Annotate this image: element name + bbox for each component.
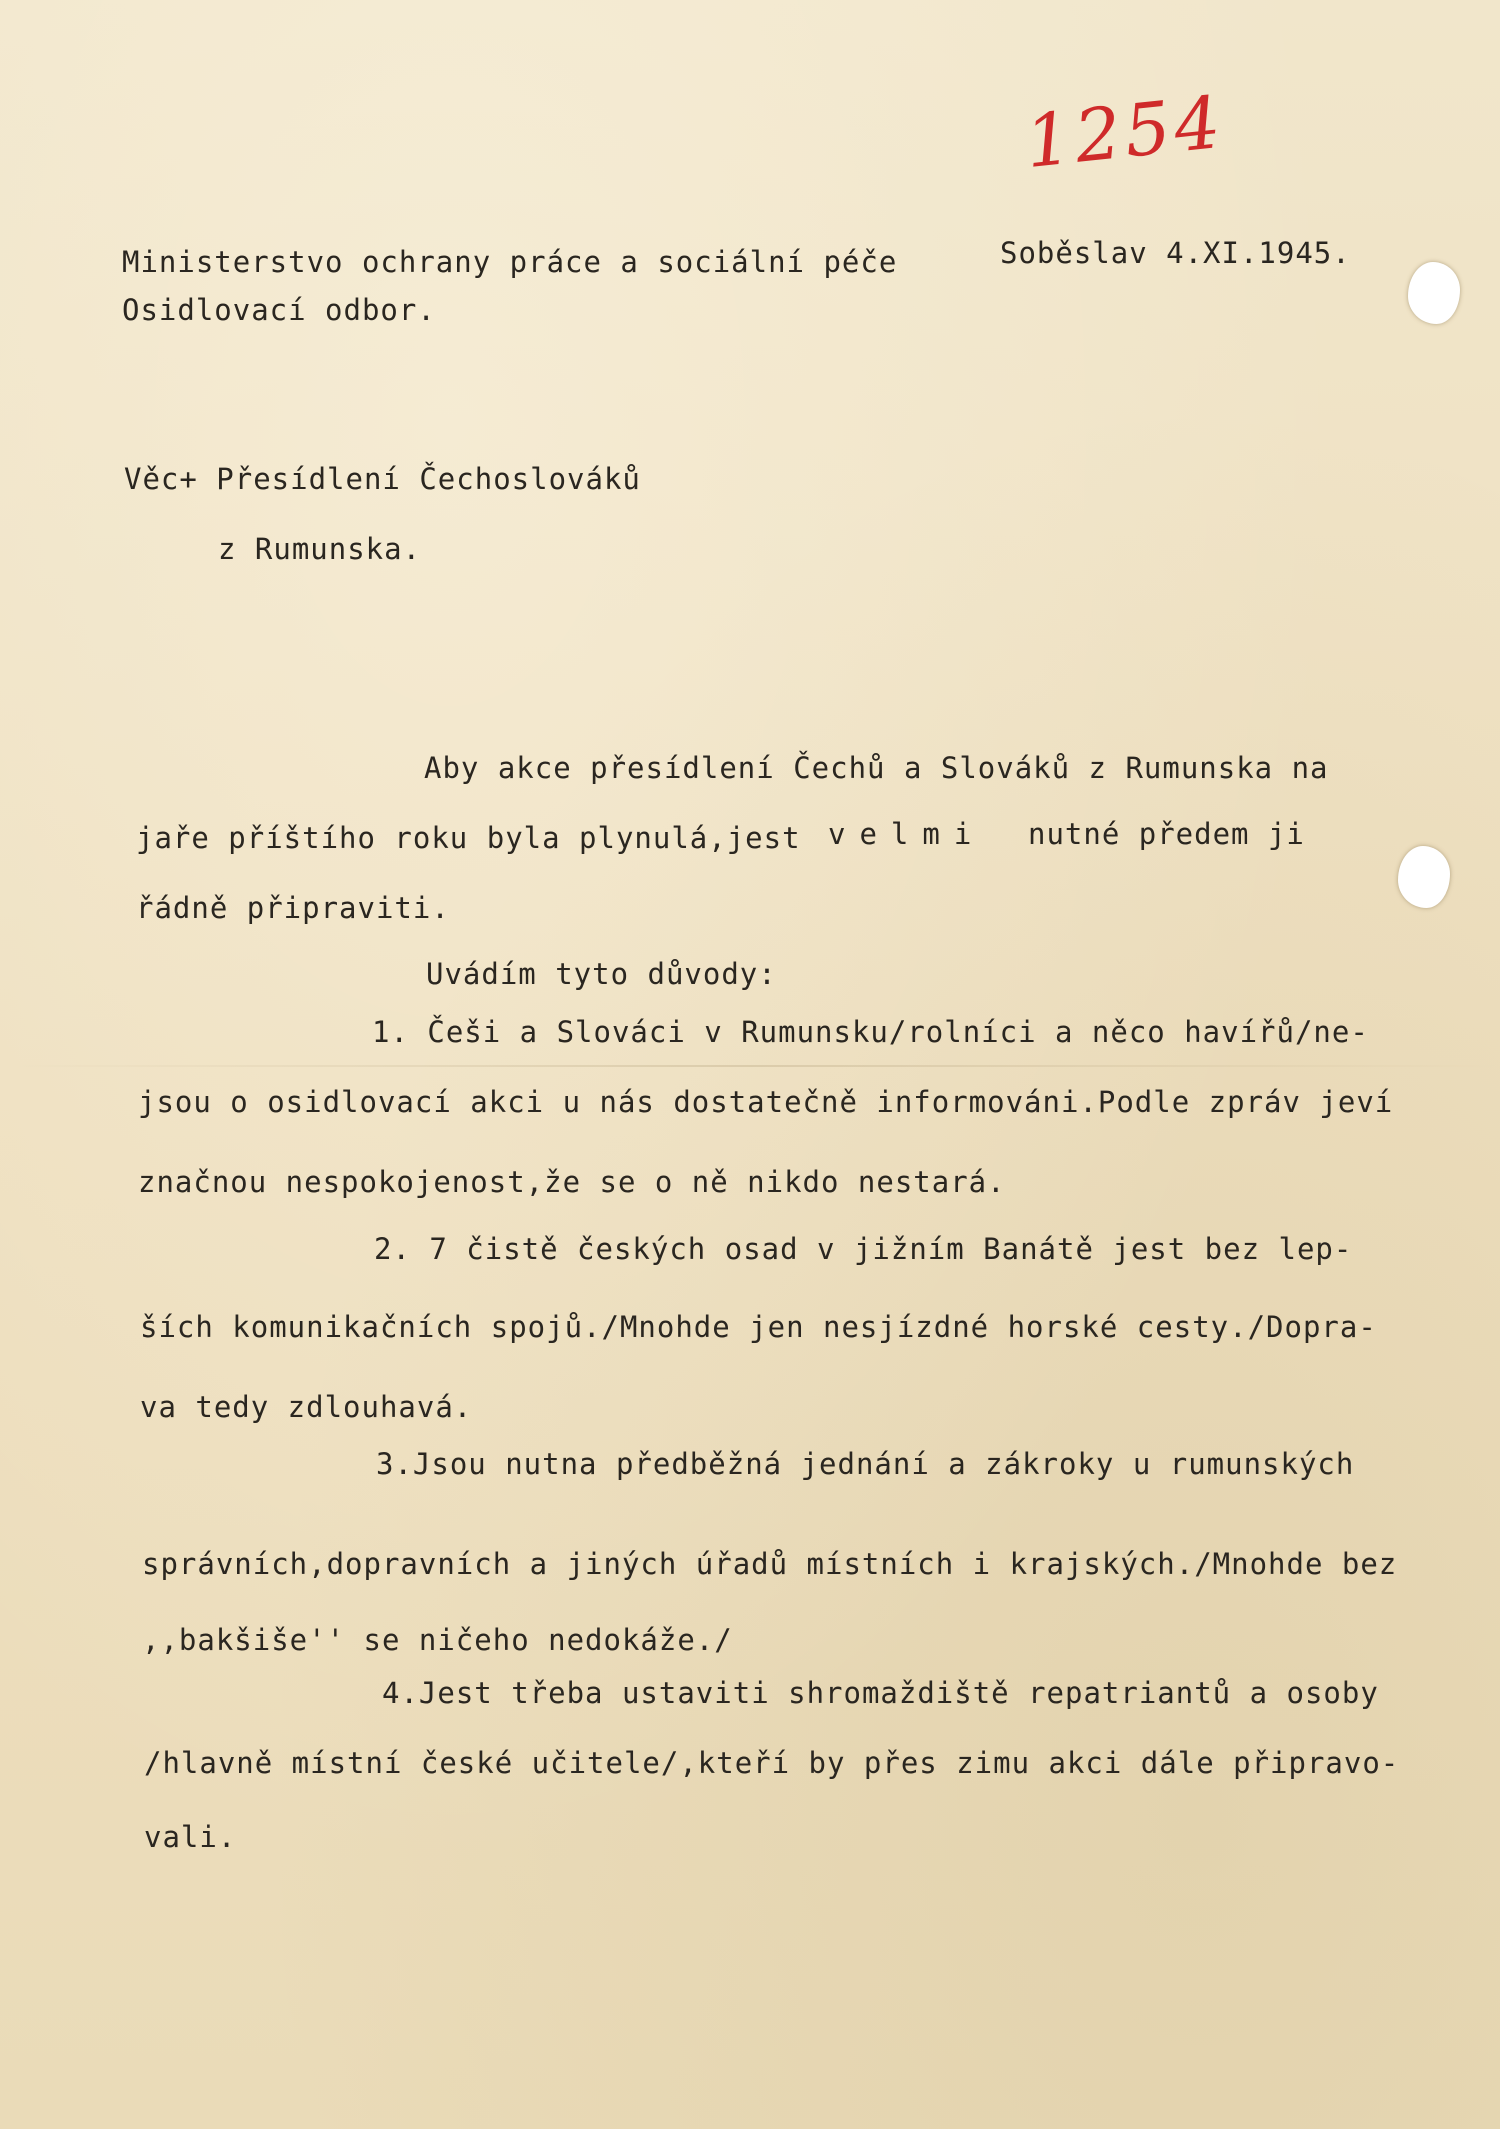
ministry-name: Ministerstvo ochrany práce a sociální péče — [122, 245, 898, 279]
punch-hole — [1398, 846, 1450, 908]
reason-4-line-3: vali. — [144, 1820, 237, 1854]
reasons-intro: Uvádím tyto důvody: — [426, 957, 777, 991]
archive-number-handwritten: 1254 — [1021, 79, 1229, 184]
reason-1-line-3: značnou nespokojenost,že se o ně nikdo nestará. — [138, 1165, 1006, 1199]
department-name: Osidlovací odbor. — [122, 293, 436, 327]
subject-line-1: Věc+ Přesídlení Čechoslováků — [124, 462, 641, 496]
reason-3-line-2: správních,dopravních a jiných úřadů místních i krajských./Mnohde bez — [142, 1547, 1398, 1581]
paper-fold — [0, 1065, 1500, 1067]
place-date: Soběslav 4.XI.1945. — [1000, 236, 1351, 270]
reason-4-line-1: 4.Jest třeba ustaviti shromaždiště repatriantů a osoby — [382, 1676, 1379, 1710]
reason-1-line-2: jsou o osidlovací akci u nás dostatečně informováni.Podle zpráv jeví — [138, 1085, 1394, 1119]
subject-line-2: z Rumunska. — [218, 532, 422, 566]
reason-1-line-1: 1. Češi a Slováci v Rumunsku/rolníci a něco havířů/ne- — [372, 1015, 1369, 1049]
paragraph-1-line-2a: jaře příštího roku byla plynulá,jest — [136, 821, 801, 855]
paragraph-1-line-2b: nutné předem ji — [1028, 817, 1305, 851]
reason-4-line-2: /hlavně místní české učitele/,kteří by přes zimu akci dále připravo- — [144, 1746, 1400, 1780]
reason-2-line-2: ších komunikačních spojů./Mnohde jen nesjízdné horské cesty./Dopra- — [140, 1310, 1377, 1344]
reason-3-line-3: ,,bakšiše'' se ničeho nedokáže./ — [142, 1623, 733, 1657]
punch-hole — [1408, 262, 1460, 324]
paragraph-1-line-3: řádně připraviti. — [136, 891, 450, 925]
reason-2-line-3: va tedy zdlouhavá. — [140, 1390, 473, 1424]
reason-3-line-1: 3.Jsou nutna předběžná jednání a zákroky u rumunských — [376, 1447, 1355, 1481]
reason-2-line-1: 2. 7 čistě českých osad v jižním Banátě jest bez lep- — [374, 1232, 1353, 1266]
paragraph-1-emphasis: velmi — [828, 817, 986, 851]
paragraph-1-line-1: Aby akce přesídlení Čechů a Slováků z Rumunska na — [424, 751, 1329, 785]
